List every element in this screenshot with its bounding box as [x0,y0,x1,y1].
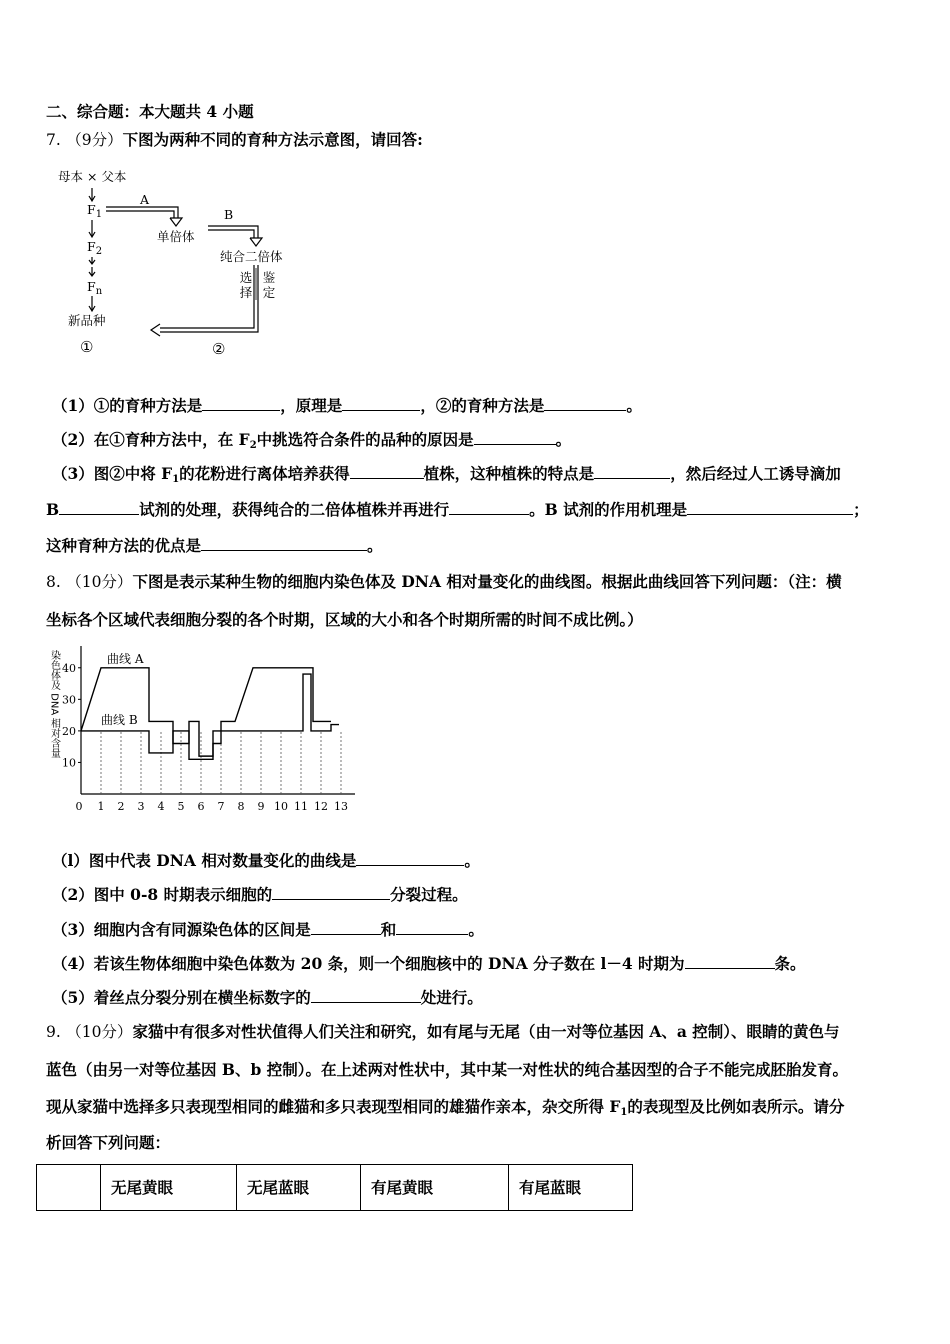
q7-sub3-f: 试剂的处理，获得纯合的二倍体植株并再进行 [139,500,450,519]
q7-sub2-b: 中挑选符合条件的品种的原因是 [256,430,474,449]
answer-blank[interactable] [356,851,464,866]
q7-sub3-d: ，然后经过人工诱导滴加 [670,464,841,483]
q7-sub3-line1 [52,464,841,484]
series-label-a: 曲线 A [107,652,144,667]
table-header-row [37,1165,633,1211]
arrow-l-head [151,324,160,336]
q9-line1 [46,1022,840,1042]
answer-blank[interactable] [685,954,775,969]
q8-stem-a: 下图是表示某种生物的细胞内染色体及 DNA 相对量变化的曲线图。根据此曲线回答下列问题：（注：横 [132,572,842,591]
answer-blank[interactable] [449,500,529,515]
x-tick-label: 9 [257,800,265,813]
x-tick-label: 10 [274,800,288,813]
q8-stem-line1 [46,572,842,592]
q7-sub2-sub: 2 [249,440,257,451]
answer-blank[interactable] [201,536,367,551]
arrow-b-head [250,238,262,246]
q7-sub3-i: 这种育种方法的优点是 [46,536,202,555]
y-tick-label: 30 [62,693,76,707]
q7-sub3-a: （3）图②中将 F [52,464,173,483]
answer-blank[interactable] [544,396,626,411]
answer-blank[interactable] [202,396,280,411]
q7-sub3-b: 的花粉进行离体培养获得 [179,464,350,483]
answer-blank[interactable] [687,500,853,515]
x-tick-label: 11 [294,800,308,813]
q7-sub1-d: 。 [626,396,642,415]
table-cell: 有尾蓝眼 [509,1165,633,1211]
arrow-a-inner [106,211,174,218]
q8-sub4 [52,954,806,974]
answer-blank[interactable] [311,920,381,935]
y-tick-label: 10 [62,756,76,770]
table-cell [37,1165,101,1211]
x-tick-label: 13 [334,800,348,813]
x-tick-label: 3 [137,800,145,813]
q7-sub2-c: 。 [555,430,572,449]
fn-sub: n [95,286,103,297]
new-variety-label: 新品种 [68,313,106,328]
q7-sub3-line2 [46,500,869,520]
circle-two-label: ② [212,340,226,358]
q7-sub1 [52,396,642,416]
fn-text: F [87,279,96,294]
q7-number: 7. [46,131,61,149]
q9-line2: 蓝色（由另一对等位基因 B、b 控制）。在上述两对性状中，其中某一对性状的纯合基因型的合子不能完成胚胎发育。 [46,1060,848,1079]
identify-label: 鉴定 [262,270,276,300]
table-cell: 有尾黄眼 [361,1165,509,1211]
f2-label [87,239,103,257]
q9-line3 [46,1097,844,1117]
q9-number: 9. [46,1023,61,1041]
q8-sub2 [52,885,468,905]
q8-sub4-a: （4）若该生物体细胞中染色体数为 20 条，则一个细胞核中的 DNA 分子数在 l－4 时期为 [52,954,685,973]
x-tick-label: 5 [177,800,185,813]
y-axis-label: 染色体及 DNA 相对含量 [48,650,60,759]
phenotype-table [36,1164,633,1211]
q7-sub3-line3 [46,536,383,556]
q8-sub5 [52,988,483,1008]
answer-blank[interactable] [311,988,421,1003]
y-tick-label: 20 [62,724,76,738]
answer-blank[interactable] [342,396,420,411]
breeding-diagram [50,160,300,365]
x-tick-label: 6 [197,800,205,813]
answer-blank[interactable] [474,430,556,445]
series-label-b: 曲线 B [101,712,138,727]
q7-sub3-h: ； [853,500,869,519]
answer-blank[interactable] [59,500,139,515]
arrow-b-outer [208,226,258,238]
q8-sub3-a: （3）细胞内含有同源染色体的区间是 [52,920,311,939]
circle-one-label: ① [80,338,94,356]
x-tick-label: 0 [75,800,83,813]
q9-line1-text: 家猫中有很多对性状值得人们关注和研究，如有尾与无尾（由一对等位基因 A、a 控制）、眼睛的黄色与 [132,1022,840,1041]
f2-sub: 2 [95,246,103,257]
q8-points: （10分） [66,573,133,591]
q9-line3-b: 的表现型及比例如表所示。请分 [627,1097,845,1116]
q8-sub5-b: 处进行。 [420,988,483,1007]
q7-points: （9分） [66,131,123,149]
q8-sub5-a: （5）着丝点分裂分别在横坐标数字的 [52,988,311,1007]
answer-blank[interactable] [272,885,390,900]
q8-sub4-b: 条。 [774,954,806,973]
q7-stem [46,130,423,150]
q9-line4: 析回答下列问题： [46,1133,171,1152]
q8-sub1 [52,851,480,871]
arrow-a-head [170,218,182,226]
q7-sub3-sub: 1 [172,474,180,485]
q9-line3-sub: 1 [620,1107,628,1118]
label-b: B [224,207,234,222]
q8-sub3-c: 。 [468,920,484,939]
arrow-b-inner [208,230,254,238]
q8-stem-line2: 坐标各个区域代表细胞分裂的各个时期，区域的大小和各个时期所需的时间不成比例。） [46,610,643,629]
q8-sub3-b: 和 [380,920,397,939]
fn-label [87,279,103,297]
answer-blank[interactable] [594,464,670,479]
select-label: 选择 [239,270,253,300]
table-cell: 无尾蓝眼 [237,1165,361,1211]
chart-svg [44,642,364,817]
f1-sub: 1 [95,209,103,220]
q9-line3-a: 现从家猫中选择多只表现型相同的雌猫和多只表现型相同的雄猫作亲本，杂交所得 F [46,1097,621,1116]
q8-sub3 [52,920,484,940]
q7-stem-text: 下图为两种不同的育种方法示意图，请回答: [122,130,423,149]
x-tick-label: 12 [314,800,328,813]
arrow-a-outer [106,207,178,218]
dna-chromosome-chart [44,642,364,817]
answer-blank[interactable] [396,920,468,935]
q8-sub2-b: 分裂过程。 [390,885,468,904]
q8-number: 8. [46,573,61,591]
x-tick-label: 4 [157,800,165,813]
q7-sub3-j: 。 [367,536,383,555]
haploid-label: 单倍体 [157,229,195,244]
q7-sub1-a: （1）①的育种方法是 [52,396,203,415]
y-tick-label: 40 [62,661,76,675]
q7-sub3-e: B [46,500,60,519]
table-cell: 无尾黄眼 [101,1165,237,1211]
q7-sub1-b: ，原理是 [280,396,343,415]
q8-sub2-a: （2）图中 0-8 时期表示细胞的 [52,885,273,904]
x-tick-label: 2 [117,800,125,813]
x-tick-label: 8 [237,800,245,813]
q7-sub1-c: ，②的育种方法是 [420,396,545,415]
q7-sub3-c: 植株，这种植株的特点是 [423,464,595,483]
x-tick-label: 7 [217,800,225,813]
q9-points: （10分） [66,1023,133,1041]
label-a: A [140,192,150,207]
answer-blank[interactable] [350,464,424,479]
section-header: 二、综合题：本大题共 4 小题 [46,102,254,121]
f1-label [87,202,103,220]
q7-sub2-a: （2）在①育种方法中，在 F [52,430,250,449]
q8-sub1-b: 。 [464,851,480,870]
q8-sub1-a: （l）图中代表 DNA 相对数量变化的曲线是 [52,851,357,870]
q7-sub2 [52,430,571,450]
f1-text: F [87,202,96,217]
f2-text: F [87,239,96,254]
q7-sub3-g: 。B 试剂的作用机理是 [529,500,688,519]
x-tick-label: 1 [97,800,105,813]
parents-label: 母本 × 父本 [58,169,127,184]
pure-diploid-label: 纯合二倍体 [220,249,283,264]
